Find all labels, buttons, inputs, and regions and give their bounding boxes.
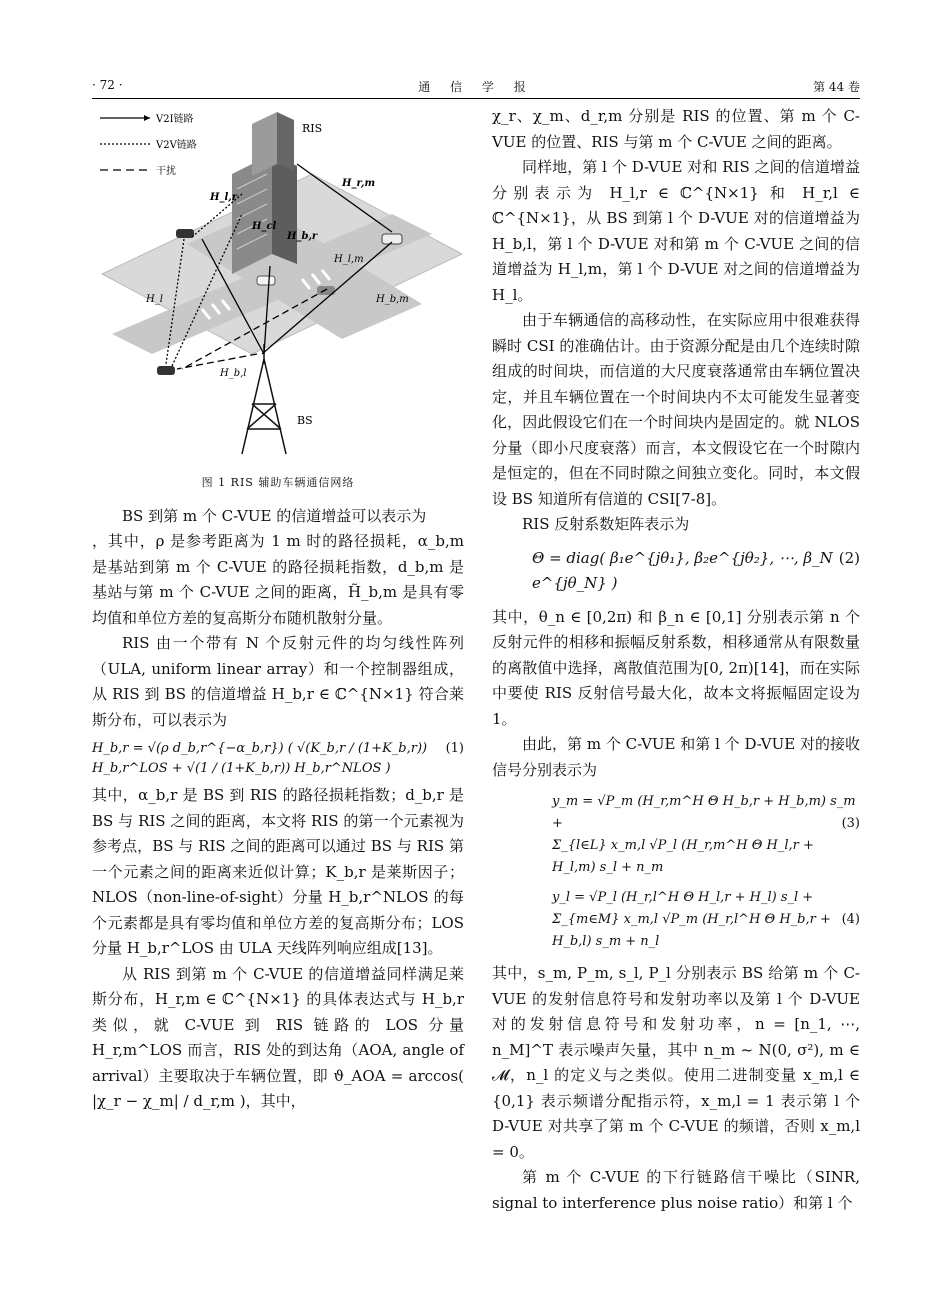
paragraph-phase-shift: 其中，θ_n ∈ [0,2π) 和 β_n ∈ [0,1] 分别表示第 n 个反射元件的相移和振幅反射系数，相移通常从有限数量的离散值中选择，离散值范围为[0, 2π)[14]，而在实际中要使 RIS 反射信号最大化，故本文将振幅固定设为 1。 — [492, 607, 860, 728]
equation-1-number: (1) — [445, 741, 464, 756]
network-diagram — [92, 104, 464, 464]
car-neutral — [257, 276, 275, 285]
paragraph-ris-params: 其中，α_b,r 是 BS 到 RIS 的路径损耗指数；d_b,r 是 BS 与 RIS 之间的距离，本文将 RIS 的第一个元素视为参考点，BS 与 RIS 之间的距离可以通过 BS 与 RIS 第一个元素之间的距离来近似计算；K_b,r 是莱斯因子；NLOS（non-line-of-sight）分量 H_b,r^NLOS 的每个元素都是具有零均值和单位方差的复高斯分布；LOS 分量 H_b,r^LOS 由 ULA 天线阵列响应组成[13]。 — [92, 786, 464, 957]
left-column — [92, 104, 464, 1115]
paragraph-received-signal: 由此，第 m 个 C-VUE 和第 l 个 D-VUE 对的接收信号分别表示为 — [492, 735, 860, 779]
diagram-legend — [100, 112, 197, 177]
bs-tower — [242, 344, 286, 454]
paragraph-dvue-gains: 同样地，第 l 个 D-VUE 对和 RIS 之间的信道增益分别表示为 H_l,r ∈ ℂ^{N×1} 和 H_r,l ∈ ℂ^{N×1}，从 BS 到第 l 个 D-VUE 对的信道增益为 H_b,l，第 l 个 D-VUE 对和第 m 个 C-VUE 之间的信道增益为 H_l,m，第 l 个 D-VUE 对之间的信道增益为 H_l。 — [492, 158, 860, 304]
label-h-bm: H_b,m — [376, 294, 409, 305]
equation-1-body: H_b,r = √(ρ d_b,r^{−α_b,r}) ( √(K_b,r / (1+K_b,r)) H_b,r^LOS + √(1 / (1+K_b,r)) H_b,r^NLOS ) — [92, 741, 428, 776]
label-h-lr: H_l,r — [210, 192, 237, 203]
equation-4-line-1: y_l = √P_l (H_r,l^H Θ H_l,r + H_l) s_l + — [552, 890, 814, 905]
car-d-vue-1 — [176, 229, 194, 238]
equation-4 — [492, 887, 860, 953]
equation-2-number: (2) — [838, 548, 860, 567]
equation-1 — [92, 739, 464, 779]
right-column — [492, 104, 860, 1216]
journal-name: 通 信 学 报 — [418, 80, 534, 94]
legend-v2i: V2I链路 — [156, 114, 194, 125]
equation-3-line-2: Σ_{l∈L} x_m,l √P_l (H_r,m^H Θ H_l,r + H_l,m) s_l + n_m — [552, 838, 814, 875]
equation-3 — [492, 791, 860, 879]
paragraph-positions: χ_r、χ_m、d_r,m 分别是 RIS 的位置、第 m 个 C-VUE 的位置、RIS 与第 m 个 C-VUE 之间的距离。 — [492, 107, 860, 151]
figure-caption: 图 1 RIS 辅助车辆通信网络 — [201, 476, 355, 489]
car-d-vue-2 — [157, 366, 175, 375]
header-rule — [92, 98, 860, 99]
running-header — [92, 78, 860, 100]
equation-4-number: (4) — [841, 912, 860, 927]
label-h-cl: H_cl — [252, 221, 277, 232]
label-h-lm: H_l,m — [334, 254, 364, 265]
figure-1 — [92, 104, 464, 464]
paragraph-sinr: 第 m 个 C-VUE 的下行链路信干噪比（SINR, signal to interference plus noise ratio）和第 l 个 — [492, 1168, 860, 1212]
paragraph-symbols: 其中，s_m, P_m, s_l, P_l 分别表示 BS 给第 m 个 C-VUE 的发射信息符号和发射功率以及第 l 个 D-VUE 对的发射信息符号和发射功率，n = [n_1, ⋯, n_M]^T 表示噪声矢量，其中 n_m ~ N(0, σ²), m ∈ 𝓜，n_l 的定义与之类似。使用二进制变量 x_m,l ∈ {0,1} 表示频谱分配指示符，x_m,l = 1 表示第 l 个 D-VUE 对共享了第 m 个 C-VUE 的频谱，否则 x_m,l = 0。 — [492, 964, 860, 1161]
label-h-bl: H_b,l — [220, 368, 247, 379]
equation-4-line-2: Σ_{m∈M} x_m,l √P_m (H_r,l^H Θ H_b,r + H_b,l) s_m + n_l — [552, 912, 831, 949]
equation-2-body: Θ = diag( β₁e^{jθ₁}, β₂e^{jθ₂}, ⋯, β_N e^{jθ_N} ) — [532, 548, 833, 592]
paragraph-ris-cvue: 从 RIS 到第 m 个 C-VUE 的信道增益同样满足莱斯分布，H_r,m ∈ ℂ^{N×1} 的具体表达式与 H_b,r 类似，就 C-VUE 到 RIS 链路的 LOS 分量 H_r,m^LOS 而言，RIS 处的到达角（AOA, angle of arrival）主要取决于车辆位置，即 ϑ_AOA = arccos( |χ_r − χ_m| / d_r,m )，其中， — [92, 964, 464, 1110]
legend-interference: 干扰 — [156, 166, 176, 177]
label-ris: RIS — [302, 122, 323, 135]
paragraph-bs-gain: BS 到第 m 个 C-VUE 的信道增益可以表示为 — [122, 506, 427, 525]
equation-3-number: (3) — [841, 816, 860, 831]
paragraph-reflection-matrix: RIS 反射系数矩阵表示为 — [522, 515, 690, 533]
ris-building — [232, 112, 297, 274]
legend-v2v: V2V链路 — [156, 140, 197, 151]
paragraph-csi: 由于车辆通信的高移动性，在实际应用中很难获得瞬时 CSI 的准确估计。由于资源分配是由几个连续时隙组成的时间块，而信道的大尺度衰落通常由车辆位置决定，并且车辆位置在一个时间块内不太可能发生显著变化，因此假设它们在一个时间块内是固定的。就 NLOS 分量（即小尺度衰落）而言，本文假设它在一个时隙内是恒定的，但在不同时隙之间独立变化。同时，本文假设 BS 知道所有信道的 CSI[7-8]。 — [492, 311, 860, 508]
equation-2 — [532, 546, 860, 597]
label-h-br: H_b,r — [287, 231, 318, 242]
label-h-l: H_l — [146, 294, 163, 305]
page-number: · 72 · — [92, 78, 123, 92]
volume-label: 第 44 卷 — [813, 80, 860, 94]
label-bs: BS — [297, 414, 313, 427]
paragraph-ris-ula: RIS 由一个带有 N 个反射元件的均匀线性阵列（ULA, uniform linear array）和一个控制器组成，从 RIS 到 BS 的信道增益 H_b,r ∈ ℂ^{N×1} 符合莱斯分布，可以表示为 — [92, 634, 464, 729]
label-h-rm: H_r,m — [342, 178, 376, 189]
paragraph-bs-gain-def: ，其中，ρ 是参考距离为 1 m 时的路径损耗，α_b,m 是基站到第 m 个 C-VUE 的路径损耗指数，d_b,m 是基站与第 m 个 C-VUE 之间的距离，H̃_b,m 是具有零均值和单位方差的复高斯分布随机散射分量。 — [92, 532, 464, 627]
equation-3-line-1: y_m = √P_m (H_r,m^H Θ H_b,r + H_b,m) s_m + — [552, 794, 856, 831]
